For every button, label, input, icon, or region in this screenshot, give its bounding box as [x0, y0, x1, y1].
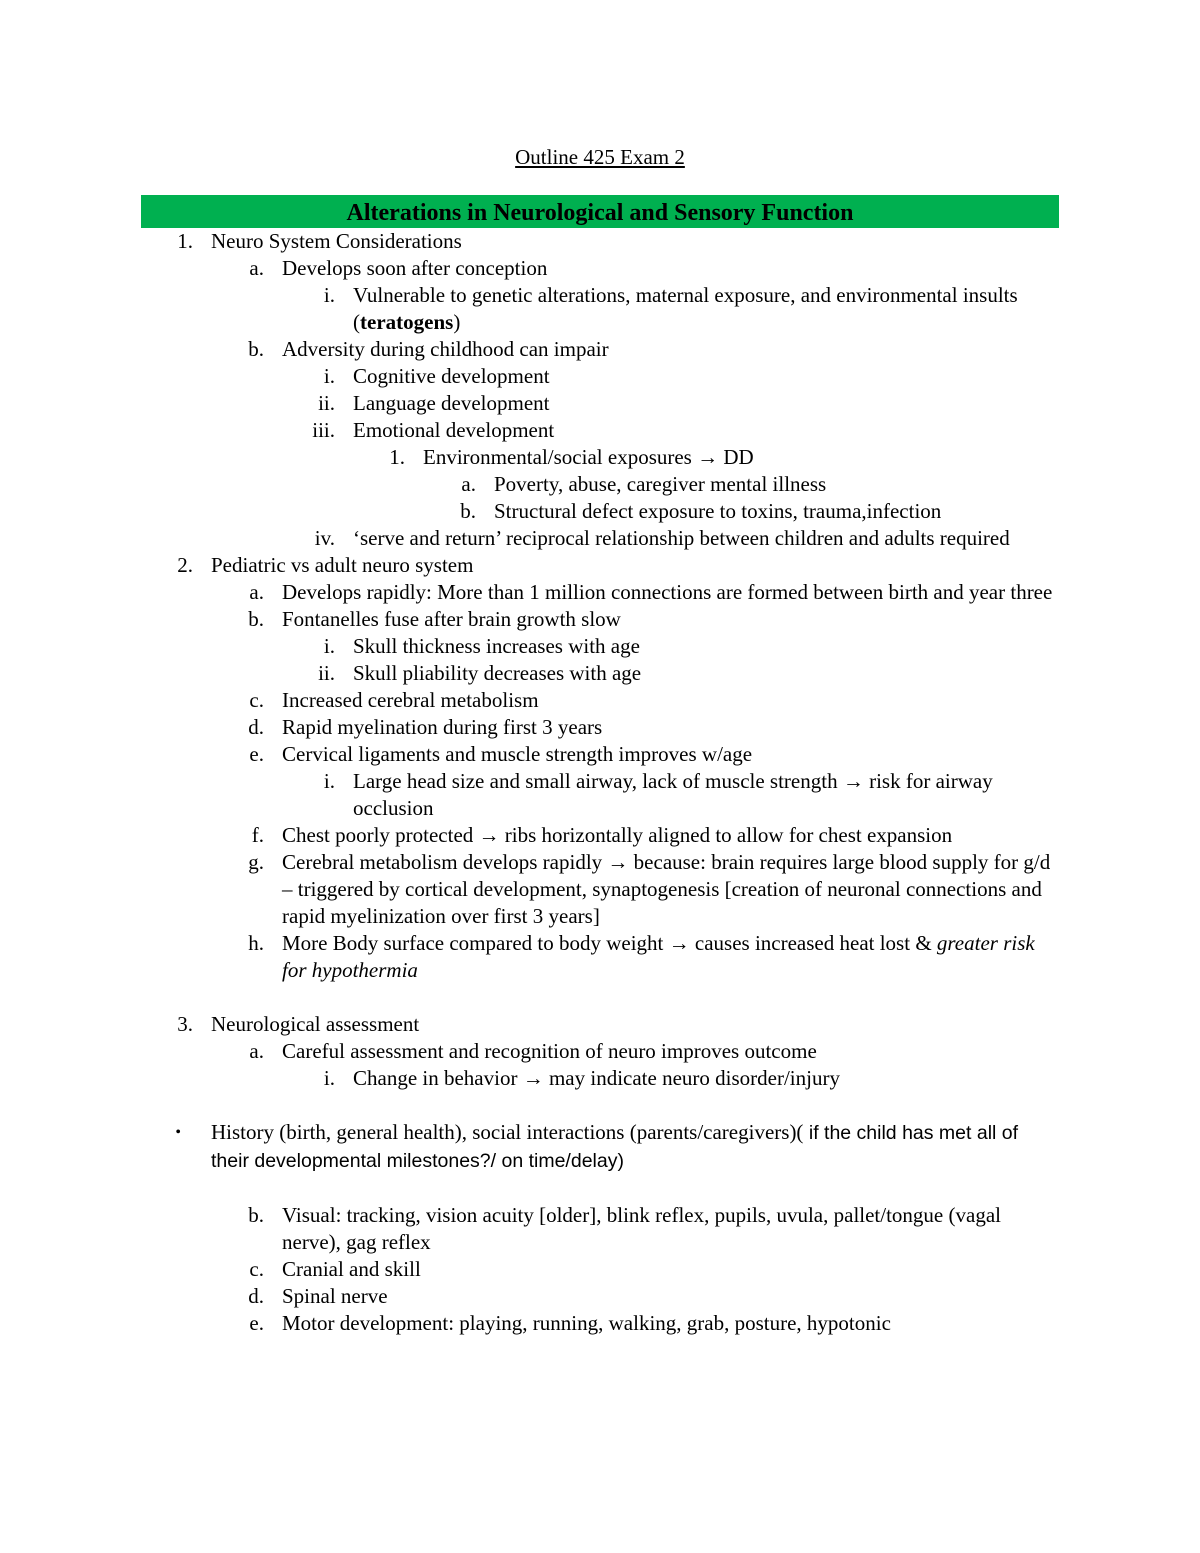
- text-segment: risk for airway occlusion: [353, 769, 993, 821]
- item-text: [282, 687, 1060, 714]
- item-text: [353, 282, 1060, 336]
- list-marker: a.: [461, 472, 476, 496]
- outline-item: [0, 228, 1200, 255]
- list-marker: b.: [248, 1203, 264, 1227]
- bold-text: →: [607, 850, 629, 874]
- list-marker: ii.: [318, 391, 335, 415]
- text-segment: Cerebral metabolism develops rapidly: [282, 850, 608, 874]
- text-segment: Cognitive development: [353, 364, 550, 388]
- outline-item: [0, 255, 1200, 282]
- list-marker: b.: [248, 607, 264, 631]
- item-text: [353, 768, 1060, 822]
- text-segment: if the child has met all of their developmental milestones?/ on time/delay): [211, 1122, 1019, 1173]
- outline-item: [0, 282, 1200, 336]
- list-marker: a.: [249, 1039, 264, 1063]
- text-segment: Pediatric vs adult neuro system: [211, 553, 474, 577]
- list-marker: g.: [248, 850, 264, 874]
- list-marker: c.: [249, 1257, 264, 1281]
- text-segment: Vulnerable to genetic alterations, maternal exposure, and environmental insults (: [353, 283, 1018, 335]
- list-marker: ii.: [318, 661, 335, 685]
- outline-item: [0, 1283, 1200, 1310]
- item-text: [353, 660, 1060, 687]
- page-title: Outline 425 Exam 2: [515, 145, 685, 169]
- outline-item: [0, 687, 1200, 714]
- item-text: [282, 849, 1060, 930]
- outline-item: [0, 1119, 1200, 1175]
- italic-text: greater risk for hypothermia: [282, 931, 1035, 983]
- item-text: [282, 1256, 1060, 1283]
- bold-text: →: [842, 769, 864, 793]
- list-marker: a.: [249, 256, 264, 280]
- text-segment: because: brain requires large blood supply for g/d – triggered by cortical development, synaptogenesis [creation of neuronal connections and rapid myelinization over first 3 years]: [282, 850, 1051, 929]
- list-marker: c.: [249, 688, 264, 712]
- item-text: [282, 741, 1060, 768]
- outline-item: [0, 390, 1200, 417]
- item-text: [353, 633, 1060, 660]
- outline-item: [0, 633, 1200, 660]
- item-text: [282, 714, 1060, 741]
- list-marker: 3.: [177, 1012, 193, 1036]
- item-text: [211, 552, 1060, 579]
- outline-item: [0, 849, 1200, 930]
- list-marker: e.: [249, 1311, 264, 1335]
- outline-item: [0, 363, 1200, 390]
- item-text: [282, 822, 1060, 849]
- outline-item: [0, 1310, 1200, 1337]
- text-segment: Emotional development: [353, 418, 555, 442]
- item-text: [282, 336, 1060, 363]
- list-marker: b.: [248, 337, 264, 361]
- list-marker: f.: [251, 823, 264, 847]
- bold-text: →: [697, 445, 719, 469]
- text-segment: Poverty, abuse, caregiver mental illness: [494, 472, 827, 496]
- item-text: [282, 606, 1060, 633]
- list-marker: i.: [323, 634, 335, 658]
- text-segment: Develops rapidly: More than 1 million connections are formed between birth and year three: [282, 580, 1053, 604]
- text-segment: Skull thickness increases with age: [353, 634, 640, 658]
- outline-item: [0, 714, 1200, 741]
- list-marker: 2.: [177, 553, 193, 577]
- outline-item: [0, 606, 1200, 633]
- list-marker: i.: [323, 1066, 335, 1090]
- item-text: [282, 1202, 1060, 1256]
- item-text: [282, 930, 1060, 984]
- item-text: [282, 1310, 1060, 1337]
- list-marker: iii.: [312, 418, 335, 442]
- bold-text: →: [668, 931, 690, 955]
- item-text: [211, 1011, 1060, 1038]
- text-segment: History (birth, general health), social interactions (parents/caregivers)(: [211, 1120, 804, 1144]
- text-segment: ‘serve and return’ reciprocal relationship between children and adults required: [353, 526, 1010, 550]
- item-text: [211, 228, 1060, 255]
- item-text: [282, 1038, 1060, 1065]
- text-segment: Structural defect exposure to toxins, trauma,infection: [494, 499, 942, 523]
- list-marker: e.: [249, 742, 264, 766]
- list-marker: i.: [323, 364, 335, 388]
- list-marker: b.: [460, 499, 476, 523]
- item-text: [211, 1119, 1060, 1175]
- text-segment: Motor development: playing, running, walking, grab, posture, hypotonic: [282, 1311, 891, 1335]
- blank-line: [0, 1092, 1200, 1119]
- list-marker: h.: [248, 931, 264, 955]
- outline-item: [0, 579, 1200, 606]
- text-segment: Cervical ligaments and muscle strength improves w/age: [282, 742, 753, 766]
- text-segment: Develops soon after conception: [282, 256, 548, 280]
- text-segment: causes increased heat lost &: [689, 931, 937, 955]
- outline-item: [0, 498, 1200, 525]
- item-text: [494, 471, 1060, 498]
- text-segment: Neurological assessment: [211, 1012, 420, 1036]
- outline-item: [0, 1202, 1200, 1256]
- item-text: [353, 525, 1060, 552]
- outline-item: [0, 822, 1200, 849]
- outline-item: [0, 741, 1200, 768]
- blank-line: [0, 1175, 1200, 1202]
- text-segment: Spinal nerve: [282, 1284, 388, 1308]
- text-segment: Environmental/social exposures: [423, 445, 698, 469]
- item-text: [353, 390, 1060, 417]
- item-text: [353, 417, 1060, 444]
- list-marker: iv.: [314, 526, 335, 550]
- outline-item: [0, 1256, 1200, 1283]
- text-segment: Fontanelles fuse after brain growth slow: [282, 607, 621, 631]
- outline-item: [0, 1065, 1200, 1092]
- item-text: [282, 579, 1060, 606]
- outline-item: [0, 471, 1200, 498]
- outline-item: [0, 660, 1200, 687]
- bullet-marker: •: [175, 1124, 181, 1141]
- list-marker: a.: [249, 580, 264, 604]
- item-text: [494, 498, 1060, 525]
- list-marker: 1.: [177, 229, 193, 253]
- outline-item: [0, 768, 1200, 822]
- outline-item: [0, 525, 1200, 552]
- text-segment: ): [453, 310, 461, 335]
- item-text: [282, 1283, 1060, 1310]
- text-segment: Change in behavior: [353, 1066, 523, 1090]
- outline-item: [0, 1038, 1200, 1065]
- text-segment: ribs horizontally aligned to allow for chest expansion: [499, 823, 953, 847]
- item-text: [282, 255, 1060, 282]
- text-segment: Cranial and skill: [282, 1257, 421, 1281]
- bold-text: →: [478, 823, 500, 847]
- outline-item: [0, 417, 1200, 444]
- list-marker: 1.: [389, 445, 405, 469]
- list-marker: i.: [323, 283, 335, 307]
- text-segment: Careful assessment and recognition of neuro improves outcome: [282, 1039, 817, 1063]
- outline-item: [0, 930, 1200, 984]
- text-segment: Large head size and small airway, lack of muscle strength: [353, 769, 843, 793]
- outline-item: [0, 552, 1200, 579]
- blank-line: [0, 984, 1200, 1011]
- outline-item: [0, 1011, 1200, 1038]
- text-segment: Language development: [353, 391, 550, 415]
- item-text: [353, 363, 1060, 390]
- text-segment: More Body surface compared to body weight: [282, 931, 669, 955]
- text-segment: Increased cerebral metabolism: [282, 688, 539, 712]
- text-segment: Chest poorly protected: [282, 823, 479, 847]
- list-marker: d.: [248, 1284, 264, 1308]
- text-segment: may indicate neuro disorder/injury: [543, 1066, 840, 1090]
- text-segment: Visual: tracking, vision acuity [older], blink reflex, pupils, uvula, pallet/tongue (vagal nerve), gag reflex: [282, 1203, 1001, 1255]
- item-text: [353, 1065, 1060, 1092]
- text-segment: Skull pliability decreases with age: [353, 661, 642, 685]
- list-marker: d.: [248, 715, 264, 739]
- text-segment: Neuro System Considerations: [211, 229, 462, 253]
- text-segment: Rapid myelination during first 3 years: [282, 715, 603, 739]
- text-segment: Adversity during childhood can impair: [282, 337, 609, 361]
- text-segment: DD: [718, 445, 754, 469]
- outline-item: [0, 444, 1200, 471]
- outline-content: [0, 228, 1200, 1337]
- outline-item: [0, 336, 1200, 363]
- section-banner: Alterations in Neurological and Sensory Function: [141, 195, 1059, 228]
- bold-text: teratogens: [360, 310, 454, 335]
- bold-text: →: [522, 1066, 544, 1090]
- list-marker: i.: [323, 769, 335, 793]
- item-text: [423, 444, 1060, 471]
